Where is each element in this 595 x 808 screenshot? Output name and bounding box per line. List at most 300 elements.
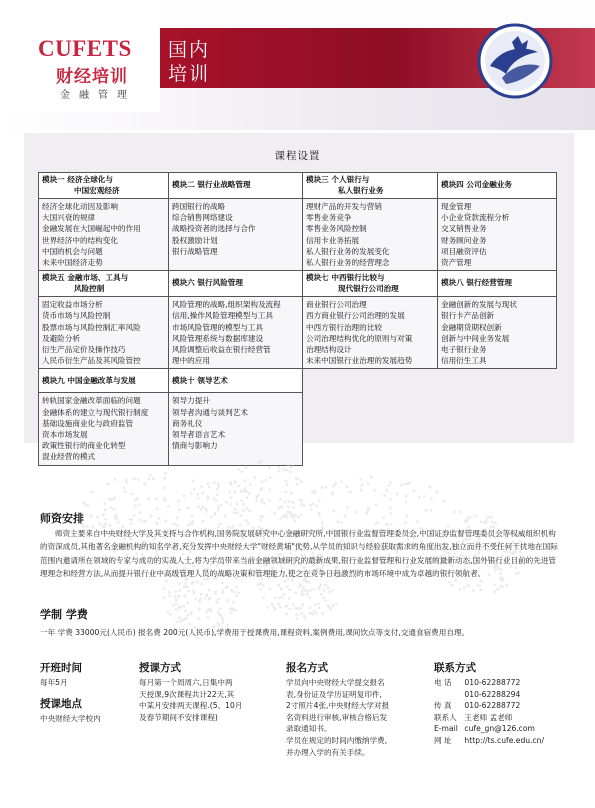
map-dot [217, 482, 220, 485]
page-title-line-2: 培训 [168, 63, 211, 85]
module-topic-item: 跨国银行的战略 [172, 202, 226, 211]
map-dot [279, 498, 282, 501]
map-dot [207, 482, 210, 485]
map-dot [405, 515, 408, 518]
map-dot [87, 504, 90, 507]
fees-title: 学制 学费 [40, 608, 88, 621]
map-dot [224, 515, 227, 518]
module-topics [39, 297, 169, 369]
map-dot [497, 588, 500, 591]
map-dot [157, 517, 160, 520]
map-dot [259, 518, 262, 521]
map-dot [430, 509, 433, 512]
map-dot [296, 483, 299, 486]
map-dot [183, 605, 186, 608]
map-dot [300, 502, 303, 505]
map-dot [217, 598, 220, 601]
map-dot [165, 520, 168, 523]
contact-fax-row [434, 700, 584, 712]
map-dot [292, 603, 295, 606]
location-title: 授课地点 [40, 698, 82, 710]
map-dot [269, 476, 272, 479]
map-dot [221, 582, 224, 585]
map-dot [230, 589, 233, 592]
map-dot [201, 492, 204, 495]
map-dot [192, 589, 195, 592]
map-dot [221, 589, 224, 592]
map-dot [166, 610, 169, 613]
map-dot [183, 495, 186, 498]
map-dot [243, 490, 246, 493]
map-dot [233, 491, 236, 494]
module-topic-item: 商业银行公司治理 [306, 300, 367, 310]
map-dot [197, 497, 200, 500]
registration-line: 学员在规定的时间内缴纳学费, [286, 735, 388, 745]
map-dot [318, 500, 321, 503]
module-title [39, 369, 169, 393]
map-dot [247, 492, 250, 495]
module-header-row [39, 369, 557, 393]
map-dot [460, 510, 463, 513]
module-title-line: 模块六 银行风险管理 [172, 278, 243, 288]
map-dot [257, 494, 260, 497]
map-dot [383, 494, 386, 497]
contact-email-row [434, 723, 584, 735]
map-dot [294, 514, 297, 517]
map-dot [242, 509, 245, 512]
map-dot [102, 513, 105, 516]
map-dot [442, 500, 445, 503]
module-topics [303, 297, 438, 369]
map-dot [315, 612, 318, 615]
map-dot [269, 587, 272, 590]
module-header-row [39, 173, 557, 199]
map-dot [299, 606, 302, 609]
module-topics [169, 199, 303, 271]
map-dot [292, 506, 295, 509]
map-dot [174, 595, 177, 598]
map-dot [259, 588, 262, 591]
map-dot [309, 612, 312, 615]
map-dot [172, 604, 175, 607]
map-dot [197, 506, 200, 509]
module-title-line: 私人银行业务 [338, 185, 384, 195]
map-dot [229, 481, 232, 484]
map-dot [423, 495, 426, 498]
map-dot [271, 603, 274, 606]
map-dot [104, 518, 107, 521]
map-dot [318, 585, 321, 588]
map-dot [317, 603, 320, 606]
module-topics [438, 199, 557, 271]
map-dot [280, 588, 283, 591]
module-title-line: 模块九 中国金融改革与发展 [42, 375, 136, 385]
map-dot [148, 478, 151, 481]
map-dot [290, 492, 293, 495]
module-title-line: 模块八 银行经营管理 [441, 278, 512, 288]
map-dot [138, 511, 141, 514]
module-topics [438, 297, 557, 369]
module-topic-item: 现金管理 [441, 202, 472, 211]
module-topic-item: 零售业务风险控制 [306, 224, 367, 234]
map-dot [259, 582, 262, 585]
module-topic-item: 理中的应用 [172, 356, 210, 366]
map-dot [451, 584, 454, 587]
registration-line: 表,身份证及学历证明复印件, [286, 689, 382, 699]
map-dot [208, 597, 211, 600]
module-topic-item: 金融创新的发展与现状 [441, 300, 517, 310]
map-dot [286, 585, 289, 588]
map-dot [134, 504, 137, 507]
module-title-line: 风险控制 [74, 283, 105, 293]
map-dot [285, 469, 288, 472]
map-dot [190, 582, 193, 585]
map-dot [191, 520, 194, 523]
map-dot [261, 498, 264, 501]
map-dot [134, 499, 137, 502]
map-dot [186, 586, 189, 589]
map-dot [138, 503, 141, 506]
map-dot [226, 599, 229, 602]
map-dot [191, 515, 194, 518]
fax-number: 010-62288772 [464, 701, 521, 711]
registration-description [286, 677, 416, 758]
map-dot [340, 521, 343, 524]
map-dot [208, 486, 211, 489]
start-time-value: 每年5月 [40, 678, 68, 687]
map-dot [194, 598, 197, 601]
contact-phone-row-2 [434, 689, 584, 701]
map-dot [136, 497, 139, 500]
map-dot [416, 520, 419, 523]
map-dot [187, 507, 190, 510]
map-dot [487, 516, 490, 519]
map-dot [163, 587, 166, 590]
map-dot [143, 482, 146, 485]
map-dot [314, 604, 317, 607]
map-dot [331, 491, 334, 494]
map-dot [257, 461, 260, 464]
module-topic-item: 领导力提升 [172, 396, 210, 406]
map-dot [385, 489, 388, 492]
map-dot [485, 519, 488, 522]
map-dot [299, 583, 302, 586]
map-dot [163, 596, 166, 599]
module-topic-item: 私人银行业务的经营理念 [306, 258, 390, 268]
map-dot [265, 479, 268, 482]
module-topic-item: 零售业务竞争 [306, 213, 352, 223]
map-dot [400, 484, 403, 487]
map-dot [245, 507, 248, 510]
map-dot [196, 581, 199, 584]
map-dot [312, 502, 315, 505]
map-dot [226, 586, 229, 589]
map-dot [277, 603, 280, 606]
course-table [38, 172, 557, 466]
map-dot [198, 600, 201, 603]
registration-line: 学员向中央财经大学提交报名 [286, 678, 385, 687]
teaching-line: 中某月安排两天课程.(5、10月 [139, 701, 243, 711]
map-dot [200, 583, 203, 586]
map-dot [197, 617, 200, 620]
map-dot [200, 485, 203, 488]
module-topics [169, 297, 303, 369]
map-dot [301, 603, 304, 606]
map-dot [274, 596, 277, 599]
module-topic-item: 未来中国银行业治理的发展趋势 [306, 356, 413, 366]
map-dot [359, 478, 362, 481]
map-dot [169, 613, 172, 616]
map-dot [206, 593, 209, 596]
map-dot [230, 496, 233, 499]
map-dot [318, 607, 321, 610]
map-dot [90, 490, 93, 493]
map-dot [382, 516, 385, 519]
map-dot [247, 522, 250, 525]
map-dot [430, 497, 433, 500]
map-dot [217, 622, 220, 625]
module-topic-item: 股权激励计划 [172, 235, 218, 245]
module-topic-item: 财务顾问业务 [441, 235, 487, 245]
map-dot [273, 512, 276, 515]
map-dot [292, 501, 295, 504]
map-dot [472, 589, 475, 592]
module-topic-item: 中西方银行治理的比较 [306, 322, 382, 332]
map-dot [374, 522, 377, 525]
map-dot [388, 484, 391, 487]
map-dot [386, 523, 389, 526]
website-link[interactable]: http://ts.cufe.edu.cn/ [464, 735, 545, 745]
map-dot [404, 521, 407, 524]
map-dot [467, 584, 470, 587]
module-topic-item: 项目融资评估 [441, 246, 487, 256]
map-dot [287, 464, 290, 467]
map-dot [286, 483, 289, 486]
module-title [438, 271, 557, 297]
map-dot [150, 515, 153, 518]
module-topic-item: 私人银行业务的发展变化 [306, 246, 390, 256]
map-dot [125, 481, 128, 484]
map-dot [217, 506, 220, 509]
map-dot [190, 613, 193, 616]
map-dot [354, 511, 357, 514]
map-dot [235, 594, 238, 597]
map-dot [332, 485, 335, 488]
map-dot [243, 487, 246, 490]
map-dot [349, 491, 352, 494]
map-dot [321, 612, 324, 615]
module-topic-item: 电子银行业务 [441, 345, 487, 355]
map-dot [248, 510, 251, 513]
map-dot [490, 516, 493, 519]
map-dot [177, 595, 180, 598]
map-dot [262, 584, 265, 587]
map-dot [198, 608, 201, 611]
map-dot [333, 510, 336, 513]
module-title-line: 中国宏观经济 [74, 185, 120, 195]
map-dot [125, 478, 128, 481]
email-link[interactable]: cufe_gn@126.com [464, 724, 535, 734]
map-dot [360, 489, 363, 492]
map-dot [309, 504, 312, 507]
map-dot [179, 606, 182, 609]
brand-subtitle: 金融管理 [60, 90, 136, 101]
map-dot [321, 486, 324, 489]
map-dot [185, 617, 188, 620]
map-dot [108, 498, 111, 501]
registration-title: 报名方式 [286, 662, 328, 674]
map-dot [113, 497, 116, 500]
module-title [39, 271, 169, 297]
module-topic-item: 风险调整后收益在银行经营管 [172, 345, 271, 355]
map-dot [90, 514, 93, 517]
map-dot [300, 480, 303, 483]
map-dot [268, 466, 271, 469]
website-label: 网 址 [434, 735, 452, 745]
module-title [169, 173, 303, 199]
map-dot [232, 608, 235, 611]
fees-description: 一年 学费 33000元(人民币) 报名费 200元(人民币),学费用于授课费用,课程资料,案例费用,课间饮点等支付,交通食宿费用自理。 [40, 628, 470, 637]
map-dot [367, 508, 370, 511]
map-dot [288, 588, 291, 591]
map-dot [285, 491, 288, 494]
module-topic-item: 固定收益市场分析 [42, 300, 103, 310]
map-dot [239, 514, 242, 517]
module-topic-item: 小企业贷款流程分析 [441, 213, 510, 223]
map-dot [343, 515, 346, 518]
map-dot [156, 507, 159, 510]
map-dot [257, 583, 260, 586]
module-topic-item: 市场风险管理的模型与工具 [172, 322, 264, 332]
map-dot [222, 618, 225, 621]
module-title [39, 173, 169, 199]
map-dot [241, 470, 244, 473]
module-topic-item: 人民币衍生产品及其风险管控 [42, 356, 141, 366]
map-dot [283, 593, 286, 596]
map-dot [186, 601, 189, 604]
module-title [303, 271, 438, 297]
module-topics [39, 199, 169, 271]
map-dot [155, 498, 158, 501]
module-topic-item: 创新与中间业务发展 [441, 333, 510, 343]
module-body-row [39, 297, 557, 369]
registration-line: 2寸照片4张,中央财经大学对报 [286, 701, 390, 711]
map-dot [137, 478, 140, 481]
map-dot [219, 522, 222, 525]
module-title-line: 模块十 领导艺术 [172, 375, 228, 385]
map-dot [303, 504, 306, 507]
module-title [438, 173, 557, 199]
contact-person-label: 联系人 [434, 712, 457, 722]
map-dot [429, 486, 432, 489]
map-dot [505, 584, 508, 587]
map-dot [458, 588, 461, 591]
map-dot [218, 613, 221, 616]
map-dot [217, 509, 220, 512]
module-title [169, 369, 303, 393]
map-dot [255, 499, 258, 502]
map-dot [189, 622, 192, 625]
map-dot [470, 516, 473, 519]
module-topic-item: 股票市场与风险控制汇率风险 [42, 322, 141, 332]
map-dot [104, 509, 107, 512]
map-dot [175, 620, 178, 623]
map-dot [277, 470, 280, 473]
map-dot [104, 523, 107, 526]
map-dot [210, 610, 213, 613]
map-dot [163, 497, 166, 500]
map-dot [237, 591, 240, 594]
brand-name-en: CUFETS [38, 36, 132, 61]
map-dot [493, 591, 496, 594]
module-title-line: 模块三 个人银行与 [306, 175, 370, 184]
map-dot [413, 490, 416, 493]
teaching-line: 及春节期间不安排课程) [139, 712, 218, 722]
phone-number-1: 010-62288772 [464, 678, 521, 687]
university-emblem-icon [476, 22, 554, 100]
map-dot [200, 593, 203, 596]
map-dot [242, 503, 245, 506]
map-dot [474, 514, 477, 517]
map-dot [293, 520, 296, 523]
module-topic-item: 理财产品的开发与营销 [306, 202, 382, 211]
map-dot [306, 593, 309, 596]
map-dot [262, 596, 265, 599]
map-dot [236, 502, 239, 505]
map-dot [216, 494, 219, 497]
module-topic-item: 西方商业银行公司治理的发展 [306, 311, 405, 321]
contact-title: 联系方式 [434, 662, 476, 674]
map-dot [178, 616, 181, 619]
map-dot [245, 496, 248, 499]
map-dot [309, 589, 312, 592]
map-dot [176, 516, 179, 519]
map-dot [318, 514, 321, 517]
module-topic-item: 金融期货期权创新 [441, 322, 502, 332]
phone-label: 电 话 [434, 678, 452, 687]
map-dot [234, 508, 237, 511]
map-dot [325, 486, 328, 489]
map-dot [208, 589, 211, 592]
map-dot [306, 590, 309, 593]
map-dot [346, 506, 349, 509]
map-dot [131, 493, 134, 496]
module-title-line: 模块五 金融市场、工具与 [42, 273, 129, 283]
map-dot [405, 495, 408, 498]
module-topic-item: 信用衍生工具 [441, 356, 487, 366]
map-dot [260, 515, 263, 518]
map-dot [168, 591, 171, 594]
module-topic-item: 政策性银行的商业化转型 [42, 441, 126, 451]
map-dot [214, 593, 217, 596]
map-dot [332, 604, 335, 607]
map-dot [207, 495, 210, 498]
map-dot [373, 489, 376, 492]
map-dot [299, 499, 302, 502]
map-dot [249, 483, 252, 486]
map-dot [240, 499, 243, 502]
module-topic-item: 信用卡业务拓展 [306, 235, 360, 245]
map-dot [277, 584, 280, 587]
module-topic-item: 综合销售网络建设 [172, 213, 233, 223]
teaching-description [139, 677, 269, 723]
map-dot [197, 493, 200, 496]
map-dot [322, 596, 325, 599]
module-topic-item: 信用,操作风险管理模型与工具 [172, 311, 274, 321]
map-dot [309, 606, 312, 609]
map-dot [435, 491, 438, 494]
map-dot [463, 586, 466, 589]
